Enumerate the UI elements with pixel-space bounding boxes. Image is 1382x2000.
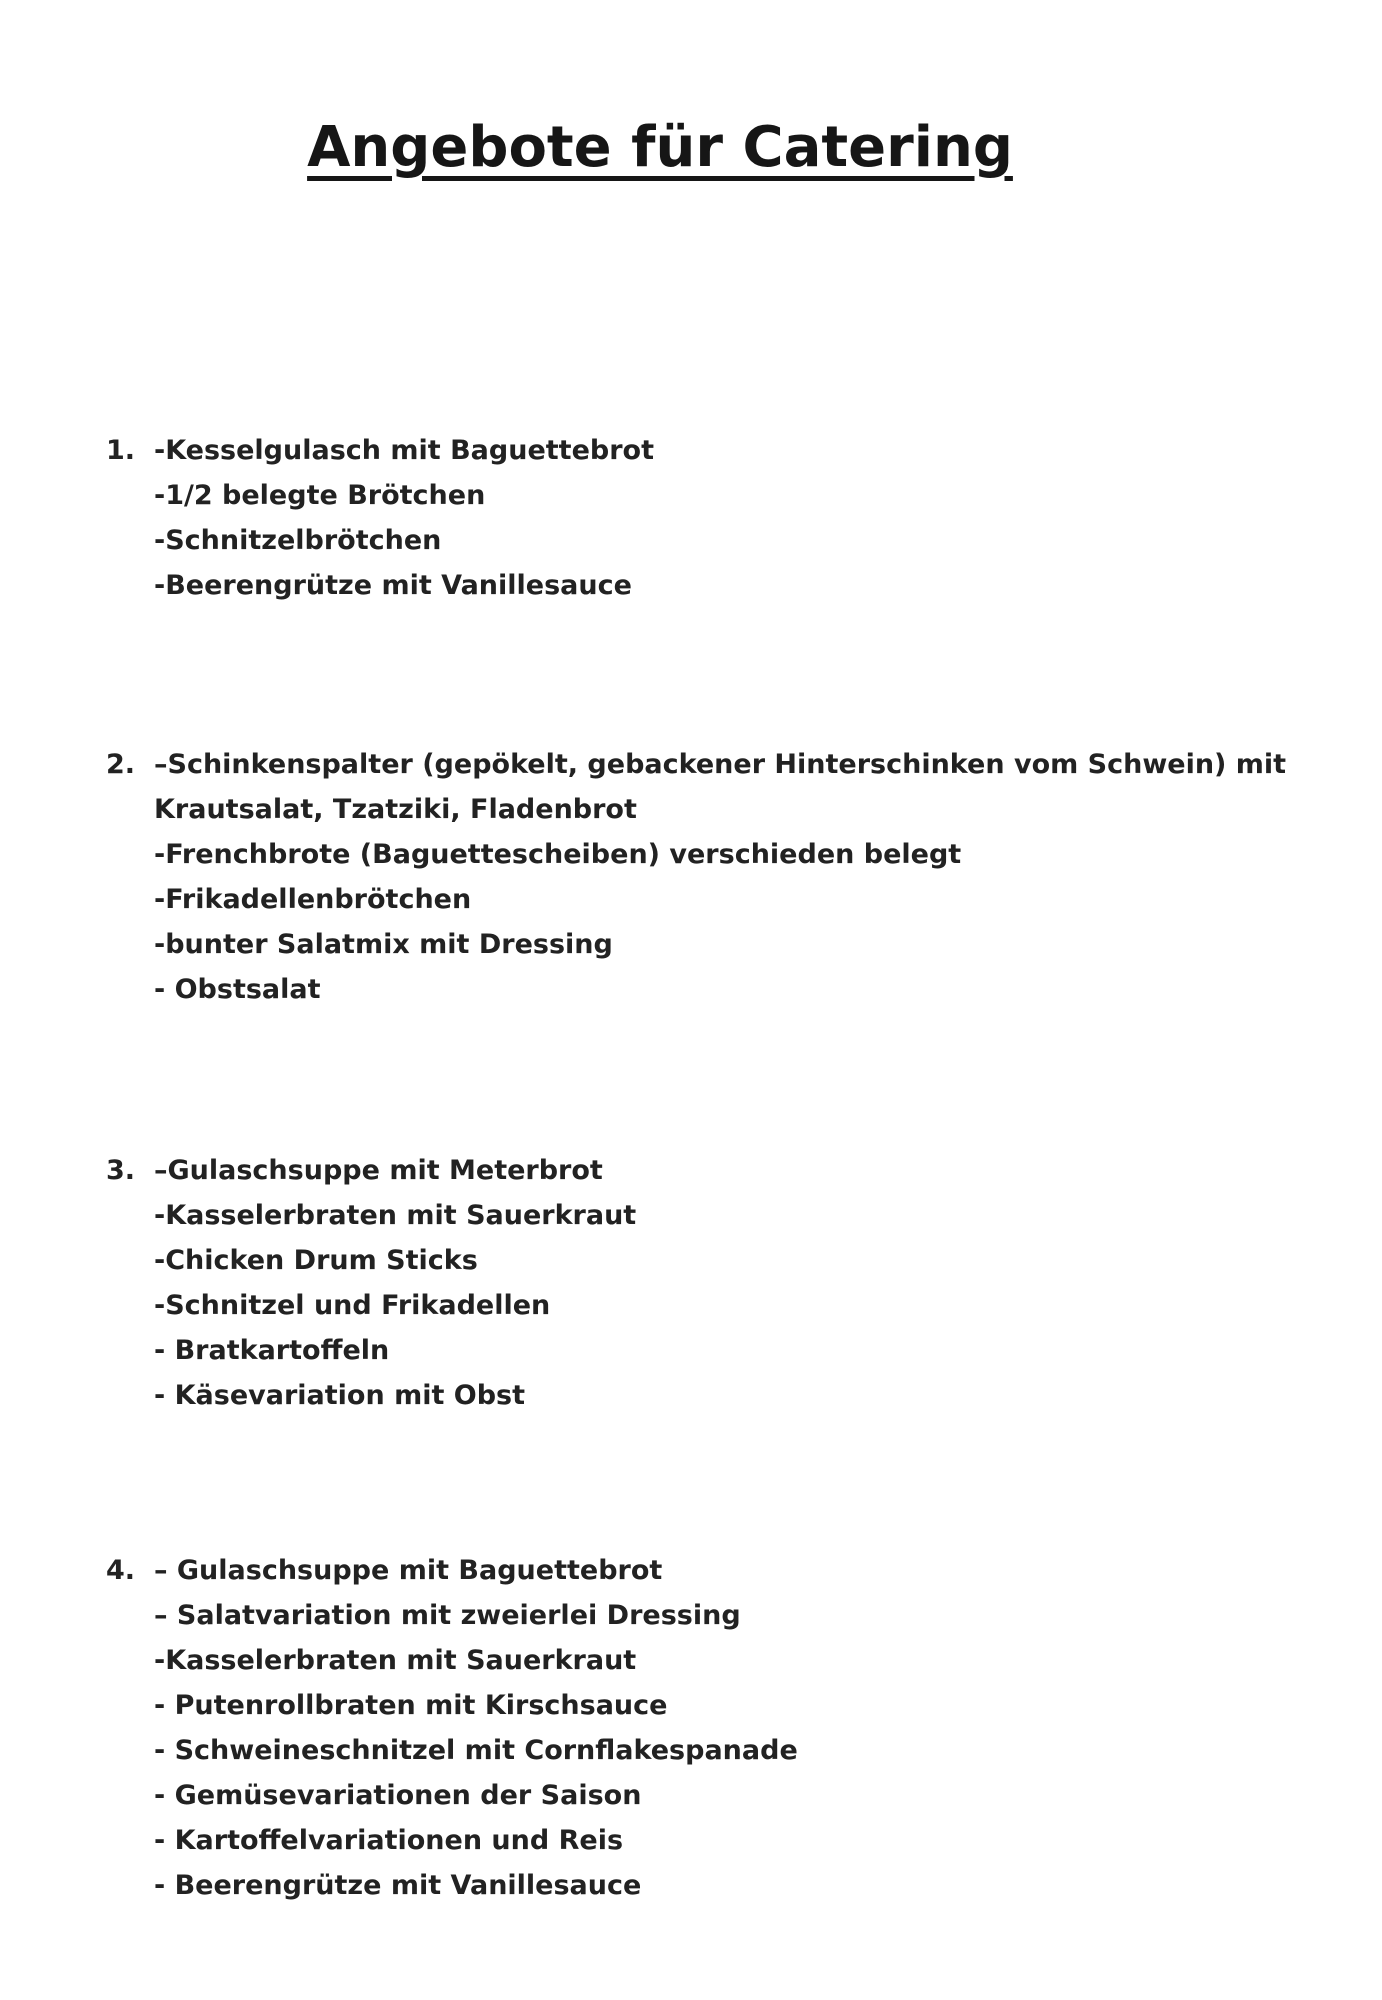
offer-item-list xyxy=(154,428,1254,608)
offer-number: 2. xyxy=(106,749,136,780)
offer-item-list xyxy=(154,742,1287,1012)
offer-item-list xyxy=(154,1148,1254,1418)
offer-item: -1/2 belegte Brötchen xyxy=(154,480,486,511)
offer-item: - Putenrollbraten mit Kirschsauce xyxy=(154,1690,668,1721)
offer-item: Krautsalat, Tzatziki, Fladenbrot xyxy=(154,794,637,825)
offer-number: 1. xyxy=(106,435,136,466)
offer-item: -bunter Salatmix mit Dressing xyxy=(154,929,613,960)
offer-item: -Kasselerbraten mit Sauerkraut xyxy=(154,1645,637,1676)
offer-item: - Gemüsevariationen der Saison xyxy=(154,1780,642,1811)
offer-item: -Beerengrütze mit Vanillesauce xyxy=(154,570,632,601)
offer-item: - Obstsalat xyxy=(154,974,321,1005)
offer-item: - Schweineschnitzel mit Cornflakespanade xyxy=(154,1735,798,1766)
offer-item: -Chicken Drum Sticks xyxy=(154,1245,478,1276)
offer-item: –Gulaschsuppe mit Meterbrot xyxy=(154,1155,603,1186)
offer-item-list xyxy=(154,1548,1254,1908)
document-title-text: Angebote für Catering xyxy=(307,115,1013,180)
offer-item: – Salatvariation mit zweierlei Dressing xyxy=(154,1600,741,1631)
offer-number: 4. xyxy=(106,1555,136,1586)
offer-item: -Kesselgulasch mit Baguettebrot xyxy=(154,435,654,466)
offer-item: - Kartoffelvariationen und Reis xyxy=(154,1825,624,1856)
offer-item: -Frenchbrote (Baguettescheiben) verschieden belegt xyxy=(154,839,962,870)
offer-item: –Schinkenspalter (gepökelt, gebackener Hinterschinken vom Schwein) mit xyxy=(154,749,1287,780)
offer-item: – Gulaschsuppe mit Baguettebrot xyxy=(154,1555,663,1586)
offer-item: - Käsevariation mit Obst xyxy=(154,1380,526,1411)
offer-item: -Schnitzelbrötchen xyxy=(154,525,442,556)
offer-item: -Frikadellenbrötchen xyxy=(154,884,472,915)
offer-item: - Bratkartoffeln xyxy=(154,1335,390,1366)
offer-item: -Kasselerbraten mit Sauerkraut xyxy=(154,1200,637,1231)
offer-number: 3. xyxy=(106,1155,136,1186)
offer-item: -Schnitzel und Frikadellen xyxy=(154,1290,551,1321)
offer-item: - Beerengrütze mit Vanillesauce xyxy=(154,1870,642,1901)
document-title xyxy=(0,112,1320,184)
